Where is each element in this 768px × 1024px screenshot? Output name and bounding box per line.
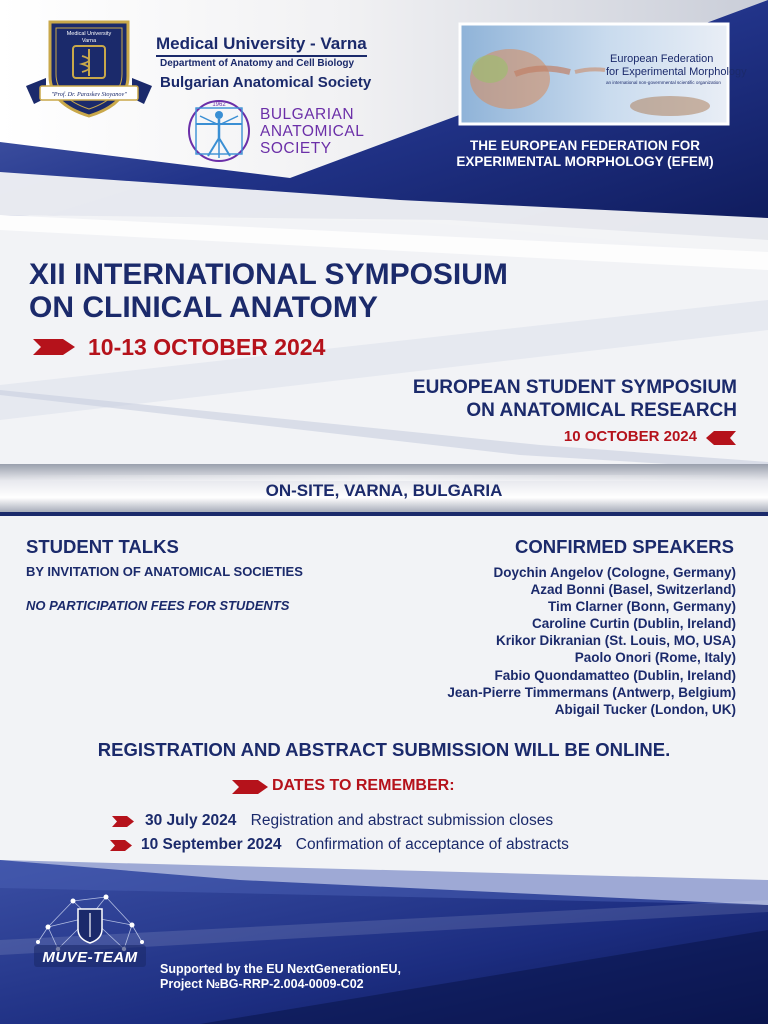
important-date: 10 September 2024 <box>141 836 282 853</box>
speaker-item: Krikor Dikranian (St. Louis, MO, USA) <box>495 633 736 649</box>
registration-notice: REGISTRATION AND ABSTRACT SUBMISSION WILL BE ONLINE. <box>97 739 671 760</box>
red-arrow-right-icon <box>110 840 132 851</box>
red-arrow-right-icon <box>112 816 134 827</box>
speaker-item: Doychin Angelov (Cologne, Germany) <box>493 565 736 580</box>
funding-note-line1: Supported by the EU NextGenerationEU, <box>160 962 402 976</box>
speaker-item: Abigail Tucker (London, UK) <box>554 701 736 717</box>
important-date-description: Registration and abstract submission closes <box>250 812 554 829</box>
student-talks-heading: STUDENT TALKS <box>26 536 179 557</box>
bas-logo-word-2: ANATOMICAL <box>260 123 365 140</box>
society-name: Bulgarian Anatomical Society <box>160 74 372 91</box>
symposium-title <box>29 258 508 324</box>
efem-full-name <box>420 138 750 170</box>
student-symposium-title-line1: EUROPEAN STUDENT SYMPOSIUM <box>412 377 737 398</box>
speaker-item: Paolo Onori (Rome, Italy) <box>574 650 736 666</box>
red-arrow-left-icon <box>706 430 736 446</box>
department-name: Department of Anatomy and Cell Biology <box>160 58 355 69</box>
bas-logo-year: 1962 <box>212 102 226 108</box>
student-symposium-title-line2: ON ANATOMICAL RESEARCH <box>466 400 737 421</box>
red-arrow-right-icon <box>232 779 268 795</box>
important-date: 30 July 2024 <box>145 812 237 829</box>
important-date-row <box>141 836 569 854</box>
speaker-item: Tim Clarner (Bonn, Germany) <box>547 599 736 615</box>
bas-logo-wordmark <box>260 106 364 157</box>
bas-logo-word-3: SOCIETY <box>260 140 332 157</box>
symposium-title-line2: ON CLINICAL ANATOMY <box>29 291 378 324</box>
venue: ON-SITE, VARNA, BULGARIA <box>265 481 503 500</box>
dates-to-remember-heading: DATES TO REMEMBER: <box>272 777 455 794</box>
symposium-title-line1: XII INTERNATIONAL SYMPOSIUM <box>29 258 508 291</box>
confirmed-speakers-heading: CONFIRMED SPEAKERS <box>515 536 734 557</box>
efem-banner-image <box>460 24 747 124</box>
symposium-dates: 10-13 OCTOBER 2024 <box>88 334 326 360</box>
efem-banner-line2: for Experimental Morphology <box>606 66 747 78</box>
funding-note-line2: Project №BG-RRP-2.004-0009-C02 <box>160 977 364 991</box>
seal-text-line2: Varna <box>81 38 97 44</box>
important-date-row <box>145 812 553 830</box>
red-arrow-right-icon <box>33 337 75 357</box>
efem-name-line1: THE EUROPEAN FEDERATION FOR <box>469 138 700 153</box>
student-symposium-title <box>340 376 737 422</box>
speakers-list <box>340 564 736 718</box>
student-talks-subtitle: BY INVITATION OF ANATOMICAL SOCIETIES <box>26 564 303 579</box>
medical-university-seal-logo <box>26 16 152 118</box>
student-fees-note: NO PARTICIPATION FEES FOR STUDENTS <box>26 598 290 613</box>
speaker-item: Jean-Pierre Timmermans (Antwerp, Belgium) <box>447 684 736 700</box>
muve-team-name: MUVE-TEAM <box>42 949 138 966</box>
student-symposium-date: 10 OCTOBER 2024 <box>563 428 697 445</box>
seal-text-ribbon: "Prof. Dr. Paraskev Stoyanov" <box>51 91 127 98</box>
efem-banner-line1: European Federation <box>610 53 714 65</box>
funding-note <box>160 962 401 992</box>
seal-text-line1: Medical University <box>66 31 112 37</box>
efem-name-line2: EXPERIMENTAL MORPHOLOGY (EFEM) <box>456 154 714 169</box>
efem-banner-line3: an international non-governmental scientific organization <box>606 80 721 85</box>
speaker-item: Azad Bonni (Basel, Switzerland) <box>530 582 736 598</box>
university-name: Medical University - Varna <box>156 34 367 57</box>
bas-logo-word-1: BULGARIAN <box>260 106 355 123</box>
vitruvian-man-logo <box>184 98 254 164</box>
speaker-item: Fabio Quondamatteo (Dublin, Ireland) <box>494 667 736 683</box>
important-date-description: Confirmation of acceptance of abstracts <box>295 836 569 853</box>
speaker-item: Caroline Curtin (Dublin, Ireland) <box>531 616 736 632</box>
